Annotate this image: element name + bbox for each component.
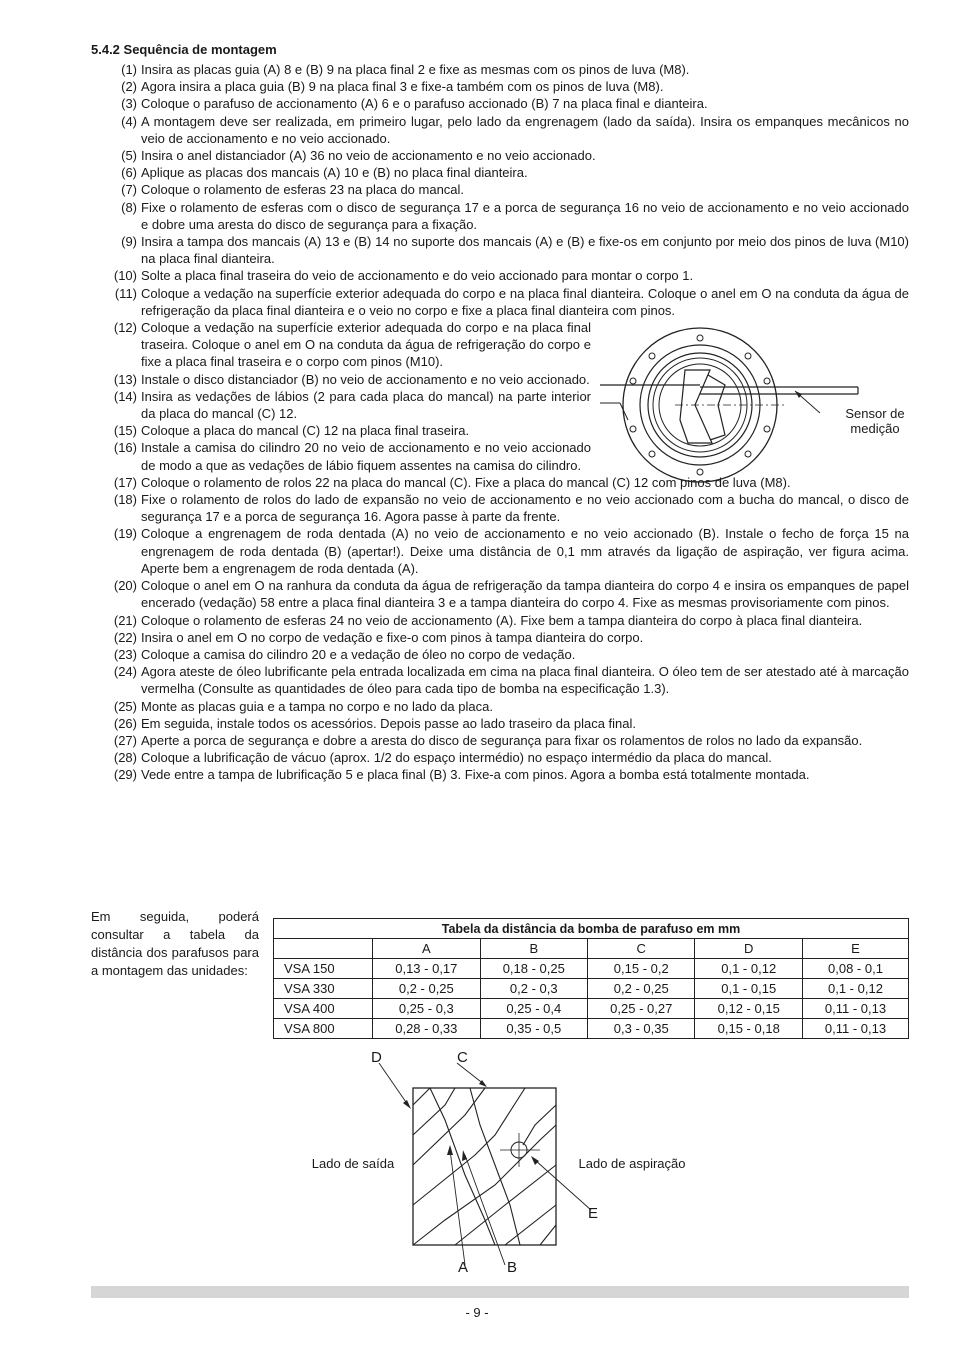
model-cell: VSA 330 xyxy=(274,979,373,999)
table-title: Tabela da distância da bomba de parafuso em mm xyxy=(274,919,909,939)
step-text: Vede entre a tampa de lubrificação 5 e placa final (B) 3. Fixe-a com pinos. Agora a bomba está totalmente montada. xyxy=(141,767,810,783)
step-number: (21) xyxy=(113,612,137,628)
step-text: Coloque a engrenagem de roda dentada (A) no veio de accionamento e no veio accionado (B). Instale o fecho de força 15 na engrenagem de roda dentada (B) (apertar!). Deixe uma distância de 0,1 mm através da ligação de aspiração, ver figura acima. Aperte bem a engrenagem de roda dentada (A). xyxy=(141,526,909,576)
steps-bottom-list xyxy=(91,474,909,784)
step-item xyxy=(91,371,591,388)
distance-cell: 0,2 - 0,3 xyxy=(480,979,587,999)
step-item xyxy=(91,525,909,577)
step-item xyxy=(91,233,909,267)
column-header: A xyxy=(373,939,480,959)
page-number: - 9 - xyxy=(465,1305,489,1320)
table-body xyxy=(274,959,909,1039)
column-header: B xyxy=(480,939,587,959)
rotor-clearance-diagram xyxy=(295,1045,715,1285)
step-text: A montagem deve ser realizada, em primeiro lugar, pelo lado da engrenagem (lado da saída). Insira os empanques mecânicos no veio de accionamento e no veio accionado. xyxy=(141,113,909,146)
step-item xyxy=(91,95,909,112)
step-text: Agora insira a placa guia (B) 9 na placa final 3 e fixe-a também com os pinos de luva (M8). xyxy=(141,79,664,95)
steps-narrow-list xyxy=(91,319,591,474)
step-number: (10) xyxy=(113,268,137,284)
steps-top-list xyxy=(91,61,909,319)
step-number: (27) xyxy=(113,732,137,748)
step-number: (7) xyxy=(121,182,137,198)
distance-cell: 0,15 - 0,18 xyxy=(695,1019,802,1039)
step-text: Em seguida, instale todos os acessórios. Depois passe ao lado traseiro da placa final. xyxy=(141,715,637,731)
step-text: Coloque o parafuso de accionamento (A) 6 e o parafuso accionado (B) 7 na placa final e dianteira. xyxy=(141,96,708,112)
step-number: (25) xyxy=(113,698,137,714)
distance-cell: 0,2 - 0,25 xyxy=(373,979,480,999)
table-row xyxy=(274,959,909,979)
step-text: Agora ateste de óleo lubrificante pela entrada localizada em cima na placa final dianteira. O óleo tem de ser atestado até à marcação vermelha (Consulte as quantidades de óleo para cada tipo de bomba na especificação 1.3). xyxy=(141,664,909,697)
step-text: Aplique as placas dos mancais (A) 10 e (B) no placa final dianteira. xyxy=(141,165,528,181)
step-number: (4) xyxy=(121,113,137,129)
column-header: D xyxy=(695,939,802,959)
step-text: Fixe o rolamento de esferas com o disco de segurança 17 e a porca de segurança 16 no veio de accionamento e no veio accionado e dobre uma aresta do disco de segurança para a fixação. xyxy=(141,199,909,232)
step-number: (3) xyxy=(121,96,137,112)
step-item xyxy=(91,285,909,319)
distance-cell: 0,11 - 0,13 xyxy=(802,999,908,1019)
step-number: (13) xyxy=(113,371,137,387)
distance-cell: 0,11 - 0,13 xyxy=(802,1019,908,1039)
step-number: (24) xyxy=(113,664,137,680)
step-number: (5) xyxy=(121,148,137,164)
step-text: Instale a camisa do cilindro 20 no veio de accionamento e no veio accionado de modo a que as vedações de lábio fiquem assentes na camisa do cilindro. xyxy=(141,440,591,473)
step-number: (22) xyxy=(113,629,137,645)
step-number: (20) xyxy=(113,578,137,594)
step-text: Solte a placa final traseira do veio de accionamento e do veio accionado para montar o corpo 1. xyxy=(141,268,694,284)
distance-cell: 0,28 - 0,33 xyxy=(373,1019,480,1039)
step-item xyxy=(91,113,909,147)
step-text: Coloque o rolamento de esferas 24 no veio de accionamento (A). Fixe bem a tampa dianteira do corpo à placa final dianteira. xyxy=(141,612,863,628)
suction-side-label: Lado de aspiração xyxy=(578,1156,686,1171)
step-number: (11) xyxy=(114,285,137,301)
letter-c: C xyxy=(457,1049,468,1066)
step-item xyxy=(91,732,909,749)
step-number: (17) xyxy=(113,474,137,490)
step-item xyxy=(91,491,909,525)
step-item xyxy=(91,663,909,697)
step-item xyxy=(91,199,909,233)
step-number: (2) xyxy=(121,79,137,95)
step-item xyxy=(91,629,909,646)
model-cell: VSA 400 xyxy=(274,999,373,1019)
table-title-row xyxy=(274,919,909,939)
step-text: Coloque a vedação na superfície exterior adequada do corpo e na placa final dianteira. Coloque o anel em O na conduta da água de refrigeração da placa final dianteira e o veio no corpo e fixe a placa final dianteira com pinos. xyxy=(141,285,909,318)
table-row xyxy=(274,979,909,999)
step-number: (16) xyxy=(113,440,137,456)
step-text: Instale o disco distanciador (B) no veio de accionamento e no veio accionado. xyxy=(141,371,590,387)
distance-cell: 0,08 - 0,1 xyxy=(802,959,908,979)
step-text: Insira as placas guia (A) 8 e (B) 9 na placa final 2 e fixe as mesmas com os pinos de luva (M8). xyxy=(141,62,690,77)
flange-drawing xyxy=(600,325,910,485)
step-item xyxy=(91,319,591,371)
distance-cell: 0,35 - 0,5 xyxy=(480,1019,587,1039)
column-header: C xyxy=(588,939,695,959)
distance-cell: 0,1 - 0,12 xyxy=(802,979,908,999)
distance-cell: 0,2 - 0,25 xyxy=(588,979,695,999)
step-text: Coloque o anel em O na ranhura da conduta da água de refrigeração da tampa dianteira do corpo 4 e insira os empanques de papel encerado (vedação) 58 entre a placa final dianteira 3 e a tampa dianteira do corpo 4. Fixe as mesmas provisoriamente com pinos. xyxy=(141,578,909,611)
letter-d: D xyxy=(371,1049,382,1066)
step-text: Insira o anel distanciador (A) 36 no veio de accionamento e no veio accionado. xyxy=(141,148,596,164)
distance-cell: 0,1 - 0,15 xyxy=(695,979,802,999)
step-number: (12) xyxy=(113,320,137,336)
distance-cell: 0,12 - 0,15 xyxy=(695,999,802,1019)
letter-b: B xyxy=(507,1259,518,1276)
distance-cell: 0,25 - 0,3 xyxy=(373,999,480,1019)
step-item xyxy=(91,164,909,181)
section-heading: 5.4.2 Sequência de montagem xyxy=(91,42,277,57)
table-header-row xyxy=(274,939,909,959)
step-item xyxy=(91,147,909,164)
step-number: (19) xyxy=(113,526,137,542)
step-number: (9) xyxy=(121,234,137,250)
step-item xyxy=(91,749,909,766)
column-header xyxy=(274,939,373,959)
step-item xyxy=(91,267,909,284)
step-item xyxy=(91,422,591,439)
sensor-diagram xyxy=(600,325,910,485)
distance-cell: 0,15 - 0,2 xyxy=(588,959,695,979)
step-number: (8) xyxy=(121,199,137,215)
step-text: Monte as placas guia e a tampa no corpo e no lado da placa. xyxy=(141,698,493,714)
step-item xyxy=(91,181,909,198)
table-row xyxy=(274,1019,909,1039)
step-text: Fixe o rolamento de rolos do lado de expansão no veio de accionamento e no veio accionado com a bucha do mancal, o disco de segurança 17 e a porca de segurança 16. Agora passe à parte da frente. xyxy=(141,492,909,525)
step-number: (23) xyxy=(113,646,137,662)
distance-cell: 0,13 - 0,17 xyxy=(373,959,480,979)
step-number: (28) xyxy=(113,750,137,766)
step-item xyxy=(91,698,909,715)
step-text: Coloque a placa do mancal (C) 12 na placa final traseira. xyxy=(141,423,470,439)
distance-cell: 0,25 - 0,27 xyxy=(588,999,695,1019)
step-text: Insira a tampa dos mancais (A) 13 e (B) 14 no suporte dos mancais (A) e (B) e fixe-os em conjunto por meio dos pinos de luva (M10) na placa final dianteira. xyxy=(141,234,909,267)
step-item xyxy=(91,715,909,732)
step-text: Coloque a lubrificação de vácuo (aprox. 1/2 do espaço intermédio) no espaço intermédio da placa do mancal. xyxy=(141,750,772,766)
step-text: Coloque o rolamento de esferas 23 na placa do mancal. xyxy=(141,182,465,198)
column-header: E xyxy=(802,939,908,959)
step-number: (1) xyxy=(121,62,137,77)
step-item xyxy=(91,646,909,663)
step-text: Coloque a vedação na superfície exterior adequada do corpo e na placa final traseira. Coloque o anel em O na conduta da água de refrigeração do corpo e fixe a placa final traseira e o corpo com pinos (M10). xyxy=(141,320,591,370)
table-row xyxy=(274,999,909,1019)
step-item xyxy=(91,388,591,422)
step-number: (29) xyxy=(113,767,137,783)
step-text: Aperte a porca de segurança e dobre a aresta do disco de segurança para fixar os rolamentos de rolos no lado da expansão. xyxy=(141,732,863,748)
step-item xyxy=(91,78,909,95)
step-number: (6) xyxy=(121,165,137,181)
model-cell: VSA 150 xyxy=(274,959,373,979)
step-item xyxy=(91,612,909,629)
distance-cell: 0,18 - 0,25 xyxy=(480,959,587,979)
step-item xyxy=(91,61,909,78)
sensor-label: Sensor de medição xyxy=(845,406,905,436)
step-item xyxy=(91,766,909,783)
letter-e: E xyxy=(588,1205,599,1222)
footer-bar xyxy=(91,1286,909,1298)
step-number: (26) xyxy=(113,715,137,731)
step-text: Insira o anel em O no corpo de vedação e fixe-o com pinos à tampa dianteira do corpo. xyxy=(141,629,644,645)
step-text: Coloque a camisa do cilindro 20 e a vedação de óleo no corpo de vedação. xyxy=(141,646,576,662)
distance-table xyxy=(273,918,909,1039)
step-number: (15) xyxy=(113,423,137,439)
step-number: (14) xyxy=(113,388,137,404)
distance-cell: 0,25 - 0,4 xyxy=(480,999,587,1019)
letter-a: A xyxy=(458,1259,469,1276)
table-intro-text: Em seguida, poderá consultar a tabela da distância dos parafusos para a montagem das unidades: xyxy=(91,909,259,978)
step-item xyxy=(91,439,591,473)
step-text: Insira as vedações de lábios (2 para cada placa do mancal) na parte interior da placa do mancal (C) 12. xyxy=(141,388,591,422)
distance-cell: 0,3 - 0,35 xyxy=(588,1019,695,1039)
distance-cell: 0,1 - 0,12 xyxy=(695,959,802,979)
step-text: Coloque o rolamento de rolos 22 na placa do mancal (C). Fixe a placa do mancal (C) 12 com pinos de luva (M8). xyxy=(141,474,791,490)
step-number: (18) xyxy=(113,492,137,508)
outlet-side-label: Lado de saída xyxy=(311,1156,395,1171)
model-cell: VSA 800 xyxy=(274,1019,373,1039)
step-item xyxy=(91,577,909,611)
